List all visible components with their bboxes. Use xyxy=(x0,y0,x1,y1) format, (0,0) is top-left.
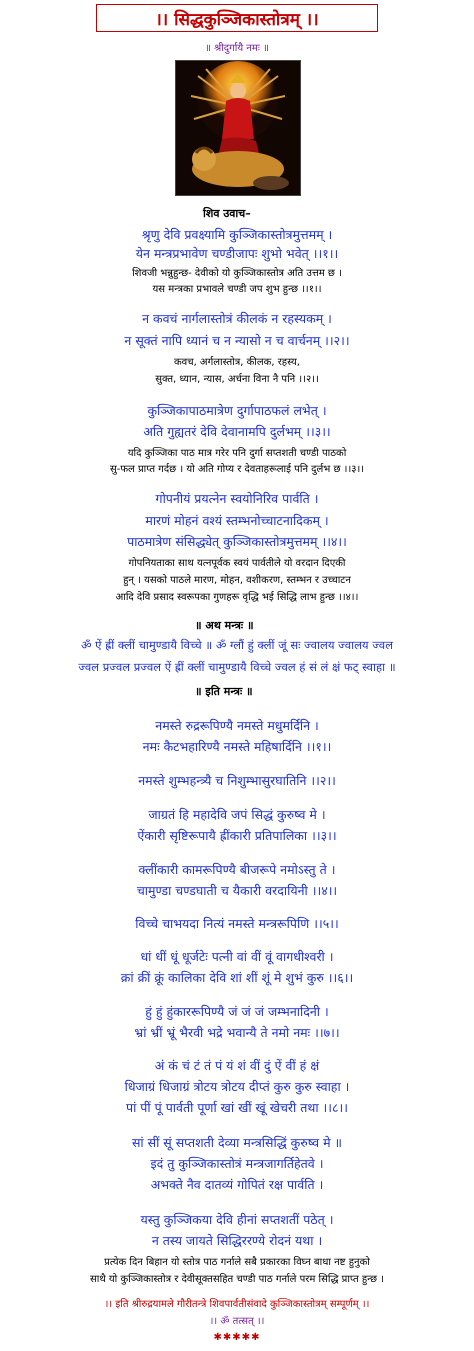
verse-line: नमस्ते शुम्भहन्त्र्यै च निशुम्भासुरघातिनि ।।२।। xyxy=(138,773,336,788)
verse-line: न सूक्तं नापि ध्यानं च न न्यासो न च वार्चनम् ।।२।। xyxy=(124,333,350,348)
mantra-line: ज्वल प्रज्वल प्रज्वल ऐं ह्रीं क्लीं चामुण्डायै विच्चे ज्वल हं सं लं क्षं फट् स्वाहा ॥ xyxy=(78,660,396,674)
translation-line: हुन् । यसको पाठले मारण, मोहन, वशीकरण, स्तम्भन र उच्चाटन xyxy=(123,575,351,586)
colophon: ।। इति श्रीरुद्रयामले गौरीतन्त्रे शिवपार्वतीसंवादे कुञ्जिकास्तोत्रम् सम्पूर्णम् ।। xyxy=(104,1299,370,1310)
verse-line: हुं हुं हुंकाररूपिण्यै जं जं जं जम्भनादिनी । xyxy=(145,1004,329,1019)
verse-line: गोपनीयं प्रयत्नेन स्वयोनिरिव पार्वति । xyxy=(155,491,319,506)
iti-mantra-heading: ॥ इति मन्त्रः ॥ xyxy=(195,685,253,698)
translation-line: यदि कुञ्जिका पाठ मात्र गरेर पनि दुर्गा सप्तशती चण्डी पाठको xyxy=(127,448,347,459)
verse-line: अं कं चं टं तं पं यं शं वीं दुं ऐं वीं हं क्षं xyxy=(154,1058,320,1073)
mantra-line: ॐ ऐं ह्रीं क्लीं चामुण्डायै विच्चे ॥ ॐ ग्लौं हुं क्लीं जूं सः ज्वालय ज्वालय ज्वल xyxy=(80,638,393,652)
translation-line: शिवजी भन्नुहुन्छ- देवीको यो कुञ्जिकास्तोत्र अति उत्तम छ । xyxy=(132,268,342,279)
salutation: ॥ श्रीदुर्गायै नमः ॥ xyxy=(204,43,270,54)
verse-line: चामुण्डा चण्डघाती च यैकारी वरदायिनी ।।४।। xyxy=(136,883,338,898)
translation-line: गोपनियताका साथ यत्नपूर्वक स्वयं पार्वतीले यो वरदान दिएकी xyxy=(128,558,346,569)
verse-line: मारणं मोहनं वश्यं स्तम्भनोच्चाटनादिकम् । xyxy=(145,513,329,528)
speaker-label: शिव उवाच– xyxy=(203,207,251,220)
verse-line: क्लींकारी कामरूपिण्यै बीजरूपे नमोऽस्तु ते । xyxy=(138,862,336,877)
verse-line: भ्रां भ्रीं भ्रूं भैरवी भद्रे भवान्यै ते नमो नमः ।।७।। xyxy=(134,1025,340,1040)
verse-line: न कवचं नार्गलास्तोत्रं कीलकं न रहस्यकम् । xyxy=(142,311,332,326)
verse-line: न तस्य जायते सिद्धिररण्ये रोदनं यथा । xyxy=(151,1233,323,1248)
verse-line: पां पीं पूं पार्वती पूर्णा खां खीं खूं खेचरी तथा ।।८।। xyxy=(126,1100,348,1115)
verse-line: विच्चे चाभयदा नित्यं नमस्ते मन्त्ररूपिणि ।।५।। xyxy=(135,916,339,931)
page-title: ।। सिद्धकुञ्जिकास्तोत्रम् ।। xyxy=(96,4,378,32)
verse-line: अति गुह्यतरं देवि देवानामपि दुर्लभम् ।।३।। xyxy=(143,424,331,439)
verse-line: ऐंकारी सृष्टिरूपायै ह्रींकारी प्रतिपालिका ।।३।। xyxy=(137,828,337,843)
verse-line: पाठमात्रेण संसिद्ध्येत् कुञ्जिकास्तोत्रमुत्तमम् ।।४।। xyxy=(127,534,347,549)
translation-line: साथै यो कुञ्जिकास्तोत्र र देवीसूक्तसहित चण्डी पाठ गर्नाले परम सिद्धि प्राप्त हुन्छ । xyxy=(89,1274,385,1285)
translation-line: प्रत्येक दिन बिहान यो स्तोत्र पाठ गर्नाले सबै प्रकारका विघ्न बाधा नष्ट हुनुको xyxy=(104,1257,370,1268)
translation-line: आदि देवि प्रसाद स्वरूपका गुणहरू वृद्धि भई सिद्धि लाभ हुन्छ ।।४।। xyxy=(115,592,359,603)
verse-line: येन मन्त्रप्रभावेण चण्डीजापः शुभो भवेत् ।।१।। xyxy=(135,246,339,261)
translation-line: सुक्त, ध्यान, न्यास, अर्चना विना नै पनि ।।२।। xyxy=(155,374,319,385)
star-divider: ✱✱✱✱✱ xyxy=(213,1332,261,1343)
translation-line: कवच, अर्गलास्तोत्र, कीलक, रहस्य, xyxy=(173,357,300,368)
verse-line: सां सीं सूं सप्तशती देव्या मन्त्रसिद्धिं कुरुष्व मे ॥ xyxy=(131,1135,343,1150)
verse-line: नमः कैटभहारिण्यै नमस्ते महिषार्दिनि ।।१।। xyxy=(142,739,332,754)
verse-line: यस्तु कुञ्जिकया देवि हीनां सप्तशतीं पठेत् । xyxy=(140,1212,334,1227)
verse-line: नमस्ते रुद्ररूपिण्यै नमस्ते मधुमर्दिनि । xyxy=(155,718,319,733)
translation-line: सु-फल प्राप्त गर्दछ । यो अति गोप्य र देवताहरूलाई पनि दुर्लभ छ ।।३।। xyxy=(109,464,365,475)
om-tatsat: ।। ॐ तत्सत् ।। xyxy=(209,1316,265,1327)
verse-line: जाग्रतं हि महादेवि जपं सिद्धं कुरुष्व मे । xyxy=(148,807,326,822)
verse-line: श्रृणु देवि प्रवक्ष्यामि कुञ्जिकास्तोत्रमुत्तमम् । xyxy=(141,227,333,242)
verse-line: धां धीं धूं धूर्जटेः पत्नी वां वीं वूं वागधीश्वरी । xyxy=(140,949,334,964)
verse-line: कुञ्जिकापाठमात्रेण दुर्गापाठफलं लभेत् । xyxy=(147,403,327,418)
verse-line: धिजाग्रं धिजाग्रं त्रोटय त्रोटय दीप्तं कुरु कुरु स्वाहा । xyxy=(124,1079,350,1094)
translation-line: यस मन्त्रका प्रभावले चण्डी जप शुभ हुन्छ ।।१।। xyxy=(152,284,322,295)
mantra-heading: ॥ अथ मन्त्रः ॥ xyxy=(195,619,254,632)
goddess-durga-image xyxy=(175,60,301,196)
verse-line: अभक्ते नैव दातव्यं गोपितं रक्ष पार्वति । xyxy=(150,1177,324,1192)
verse-line: क्रां क्रीं क्रूं कालिका देवि शां शीं शूं मे शुभं कुरु ।।६।। xyxy=(120,970,354,985)
verse-line: इदं तु कुञ्जिकास्तोत्रं मन्त्रजागर्तिहेतवे । xyxy=(150,1156,324,1171)
